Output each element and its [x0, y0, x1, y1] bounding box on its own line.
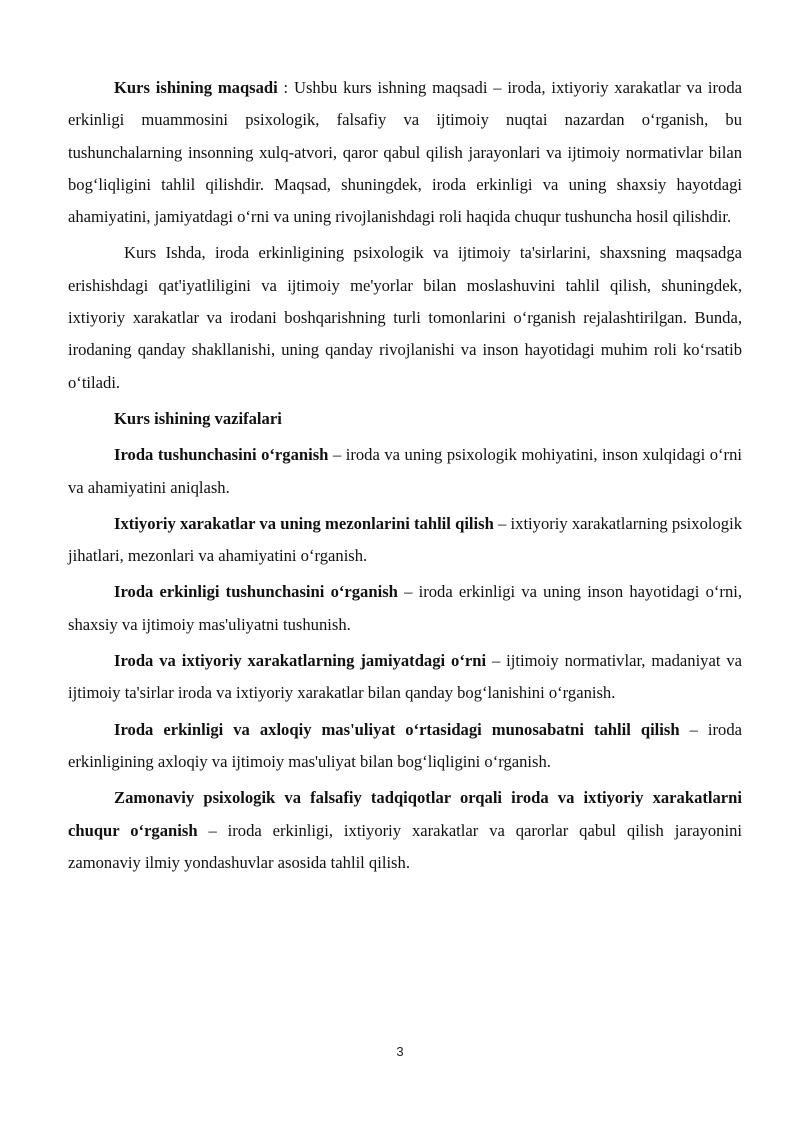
task-title: Zamonaviy psixologik va falsafiy tadqiqotlar orqali iroda va ixtiyoriy xarakatlarni chuqur o‘rganish — [68, 788, 742, 840]
intro-paragraph — [68, 72, 742, 233]
page-content — [68, 72, 742, 883]
task-item — [68, 508, 742, 573]
intro-body: : Ushbu kurs ishning maqsadi – iroda, ixtiyoriy xarakatlar va iroda erkinligi muammosini psixologik, falsafiy va ijtimoiy nuqtai nazardan o‘rganish, bu tushunchalarning insonning xulq-atvori, qaror qabul qilish jarayonlari va ijtimoiy normativlar bilan bog‘liqligini tahlil qilishdir. Maqsad, shuningdek, iroda erkinligi va uning shaxsiy hayotdagi ahamiyatini, jamiyatdagi o‘rni va uning rivojlanishdagi roli haqida chuqur tushuncha hosil qilishdir. — [68, 78, 742, 227]
task-body: – iroda erkinligi va uning inson hayotidagi o‘rni, shaxsiy va ijtimoiy mas'uliyatni tushunish. — [68, 582, 743, 634]
paragraph-2: Kurs Ishda, iroda erkinligining psixologik va ijtimoiy ta'sirlarini, shaxsning maqsadga erishishdagi qat'iyatliligini va ijtimoiy me'yorlar bilan moslashuvini tahlil qilish, shuningdek, ixtiyoriy xarakatlar va irodani boshqarishning turli tomonlarini o‘rganish rejalashtirilgan. Bunda, irodaning qanday shakllanishi, uning qanday rivojlanishi va inson hayotidagi muhim roli ko‘rsatib o‘tiladi. — [68, 243, 742, 392]
page-number: 3 — [396, 1044, 404, 1059]
task-title: Iroda erkinligi va axloqiy mas'uliyat o‘rtasidagi munosabatni tahlil qilish — [114, 719, 680, 739]
task-title: Iroda erkinligi tushunchasini o‘rganish — [114, 582, 398, 602]
task-body: – iroda erkinligi, ixtiyoriy xarakatlar va qarorlar qabul qilish jarayonini zamonaviy ilmiy yondashuvlar asosida tahlil qilish. — [68, 820, 742, 872]
task-title: Iroda va ixtiyoriy xarakatlarning jamiyatdagi o‘rni — [114, 651, 487, 671]
task-item — [68, 576, 742, 641]
intro-title: Kurs ishining maqsadi — [114, 78, 278, 97]
task-body: – iroda va uning psixologik mohiyatini, inson xulqidagi o‘rni va ahamiyatini aniqlash. — [68, 445, 742, 497]
task-body: – ixtiyoriy xarakatlarning psixologik jihatlari, mezonlari va ahamiyatini o‘rganish. — [68, 513, 742, 566]
task-item — [68, 714, 742, 779]
task-body: – iroda erkinligining axloqiy va ijtimoiy mas'uliyat bilan bog‘liqligini o‘rganish. — [68, 719, 742, 771]
tasks-heading: Kurs ishining vazifalari — [114, 408, 282, 428]
task-body: – ijtimoiy normativlar, madaniyat va ijtimoiy ta'sirlar iroda va ixtiyoriy xarakatlar bilan qanday bog‘lanishini o‘rganish. — [68, 651, 743, 703]
task-item — [68, 645, 742, 710]
task-item — [68, 439, 742, 504]
task-title: Iroda tushunchasini o‘rganish — [114, 445, 329, 465]
task-title: Ixtiyoriy xarakatlar va uning mezonlarini tahlil qilish — [114, 513, 494, 533]
task-item — [68, 782, 742, 879]
